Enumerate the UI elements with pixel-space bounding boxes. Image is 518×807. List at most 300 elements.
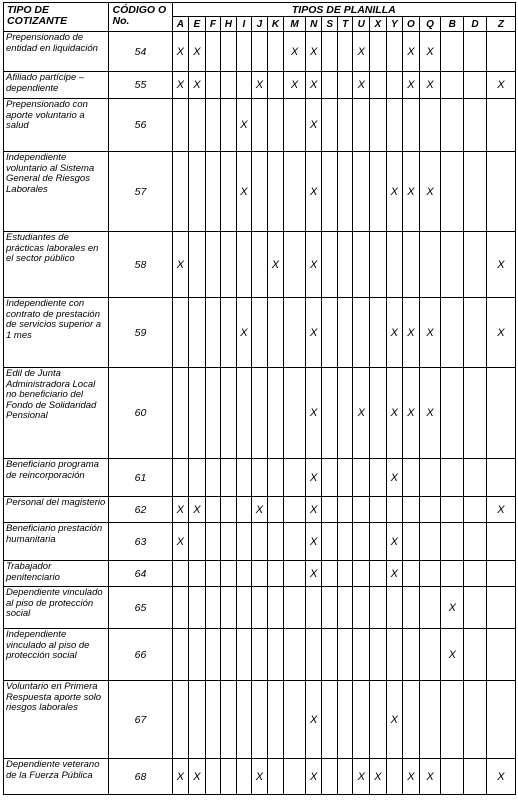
planilla-cell-u xyxy=(353,629,370,681)
cotizante-code: 66 xyxy=(109,629,172,681)
table-row xyxy=(4,523,516,561)
planilla-cell-m: X xyxy=(284,72,306,99)
planilla-cell-m xyxy=(284,459,306,497)
planilla-cell-n: X xyxy=(305,152,322,232)
planilla-cell-i xyxy=(236,32,252,72)
planilla-cell-k xyxy=(267,459,284,497)
column-header-j: J xyxy=(252,17,268,32)
planilla-cell-a xyxy=(172,587,189,629)
planilla-cell-h xyxy=(221,681,237,759)
planilla-cell-x xyxy=(370,497,387,523)
planilla-cell-d xyxy=(464,681,487,759)
column-header-s: S xyxy=(322,17,338,32)
table-row xyxy=(4,298,516,368)
planilla-cell-s xyxy=(322,72,338,99)
planilla-cell-j xyxy=(252,681,268,759)
planilla-cell-u: X xyxy=(353,759,370,795)
planilla-cell-i xyxy=(236,629,252,681)
planilla-cell-t xyxy=(337,681,353,759)
planilla-cell-j xyxy=(252,587,268,629)
planilla-cell-u: X xyxy=(353,72,370,99)
planilla-cell-x xyxy=(370,232,387,298)
planilla-cell-b xyxy=(441,368,464,459)
planilla-cell-d xyxy=(464,561,487,587)
planilla-cell-b xyxy=(441,72,464,99)
planilla-cell-a xyxy=(172,99,189,152)
planilla-cell-q xyxy=(419,497,441,523)
planilla-cell-e: X xyxy=(189,72,206,99)
planilla-cell-y: X xyxy=(386,152,403,232)
planilla-cell-z xyxy=(486,368,515,459)
planilla-cell-i xyxy=(236,459,252,497)
planilla-cell-k xyxy=(267,152,284,232)
planilla-cell-j xyxy=(252,232,268,298)
planilla-cell-e: X xyxy=(189,759,206,795)
planilla-cell-z xyxy=(486,459,515,497)
planilla-cell-z: X xyxy=(486,298,515,368)
planilla-cell-s xyxy=(322,561,338,587)
table-row xyxy=(4,681,516,759)
planilla-cell-s xyxy=(322,32,338,72)
planilla-cell-u xyxy=(353,561,370,587)
planilla-cell-y xyxy=(386,99,403,152)
planilla-cell-s xyxy=(322,497,338,523)
cotizante-code: 54 xyxy=(109,32,172,72)
planilla-cell-m xyxy=(284,629,306,681)
planilla-cell-k xyxy=(267,759,284,795)
column-header-d: D xyxy=(464,17,487,32)
planilla-cell-d xyxy=(464,99,487,152)
planilla-cell-u xyxy=(353,523,370,561)
cotizante-code: 67 xyxy=(109,681,172,759)
planilla-cell-z xyxy=(486,99,515,152)
cotizante-type: Prepensionado con aporte voluntario a salud xyxy=(4,99,109,152)
planilla-cell-u xyxy=(353,587,370,629)
table-row xyxy=(4,232,516,298)
planilla-cell-k xyxy=(267,298,284,368)
planilla-cell-n: X xyxy=(305,298,322,368)
planilla-cell-d xyxy=(464,298,487,368)
planilla-cell-f xyxy=(205,629,221,681)
planilla-cell-j: X xyxy=(252,72,268,99)
planilla-cell-e xyxy=(189,459,206,497)
planilla-cell-o xyxy=(403,497,420,523)
planilla-cell-k xyxy=(267,681,284,759)
planilla-cell-m xyxy=(284,681,306,759)
planilla-cell-o xyxy=(403,99,420,152)
planilla-cell-f xyxy=(205,459,221,497)
planilla-cell-u: X xyxy=(353,368,370,459)
planilla-cell-q xyxy=(419,459,441,497)
planilla-cell-y xyxy=(386,232,403,298)
cotizante-type: Dependiente veterano de la Fuerza Pública xyxy=(4,759,109,795)
planilla-cell-h xyxy=(221,523,237,561)
planilla-cell-n: X xyxy=(305,681,322,759)
table-row xyxy=(4,497,516,523)
planilla-cell-s xyxy=(322,368,338,459)
planilla-cell-q: X xyxy=(419,72,441,99)
cotizante-code: 57 xyxy=(109,152,172,232)
planilla-cell-f xyxy=(205,32,221,72)
planilla-cell-i: X xyxy=(236,99,252,152)
planilla-cell-u xyxy=(353,99,370,152)
planilla-cell-y xyxy=(386,759,403,795)
planilla-cell-o xyxy=(403,629,420,681)
planilla-cell-n xyxy=(305,629,322,681)
planilla-cell-h xyxy=(221,32,237,72)
column-header-z: Z xyxy=(486,17,515,32)
planilla-cell-b xyxy=(441,681,464,759)
planilla-cell-i xyxy=(236,497,252,523)
planilla-cell-m xyxy=(284,232,306,298)
planilla-cell-t xyxy=(337,587,353,629)
cotizante-type: Beneficiario prestación humanitaria xyxy=(4,523,109,561)
planilla-cell-f xyxy=(205,561,221,587)
table-row xyxy=(4,459,516,497)
planilla-cell-h xyxy=(221,152,237,232)
planilla-cell-u xyxy=(353,497,370,523)
planilla-cell-j xyxy=(252,152,268,232)
planilla-cell-i xyxy=(236,561,252,587)
cotizante-code: 59 xyxy=(109,298,172,368)
planilla-cell-t xyxy=(337,72,353,99)
planilla-cell-n: X xyxy=(305,32,322,72)
planilla-cell-t xyxy=(337,298,353,368)
planilla-cell-y xyxy=(386,587,403,629)
planilla-cell-z: X xyxy=(486,497,515,523)
planilla-cell-k xyxy=(267,32,284,72)
planilla-cell-h xyxy=(221,497,237,523)
planilla-cell-s xyxy=(322,152,338,232)
planilla-cell-j xyxy=(252,368,268,459)
planilla-cell-j xyxy=(252,298,268,368)
planilla-cell-a xyxy=(172,298,189,368)
table-row xyxy=(4,152,516,232)
planilla-cell-h xyxy=(221,587,237,629)
planilla-cell-t xyxy=(337,759,353,795)
planilla-cell-o xyxy=(403,523,420,561)
column-header-k: K xyxy=(267,17,284,32)
planilla-cell-j xyxy=(252,561,268,587)
planilla-cell-a xyxy=(172,629,189,681)
planilla-cell-o: X xyxy=(403,72,420,99)
planilla-cell-e xyxy=(189,587,206,629)
planilla-cell-u xyxy=(353,459,370,497)
planilla-cell-m xyxy=(284,99,306,152)
planilla-cell-a xyxy=(172,459,189,497)
planilla-cell-q: X xyxy=(419,368,441,459)
cotizante-type: Independiente con contrato de prestación de servicios superior a 1 mes xyxy=(4,298,109,368)
planilla-cell-i xyxy=(236,681,252,759)
cotizante-type: Edil de Junta Administradora Local no beneficiario del Fondo de Solidaridad Pensional xyxy=(4,368,109,459)
planilla-cell-b: X xyxy=(441,629,464,681)
table-row xyxy=(4,72,516,99)
planilla-cell-y: X xyxy=(386,561,403,587)
planilla-cell-e xyxy=(189,99,206,152)
planilla-cell-u xyxy=(353,298,370,368)
planilla-cell-f xyxy=(205,368,221,459)
cotizante-type: Beneficiario programa de reincorporación xyxy=(4,459,109,497)
column-header-i: I xyxy=(236,17,252,32)
planilla-cell-n: X xyxy=(305,459,322,497)
planilla-cell-f xyxy=(205,523,221,561)
planilla-cell-e xyxy=(189,232,206,298)
planilla-cell-n: X xyxy=(305,232,322,298)
planilla-cell-s xyxy=(322,99,338,152)
planilla-cell-y: X xyxy=(386,459,403,497)
planilla-cell-h xyxy=(221,72,237,99)
cotizante-code: 65 xyxy=(109,587,172,629)
planilla-cell-e xyxy=(189,152,206,232)
planilla-cell-x xyxy=(370,629,387,681)
planilla-table xyxy=(3,2,516,795)
header-tipos-de-planilla: TIPOS DE PLANILLA xyxy=(172,3,515,17)
planilla-cell-h xyxy=(221,99,237,152)
planilla-cell-d xyxy=(464,152,487,232)
header-codigo: CÓDIGO O No. xyxy=(109,3,172,32)
planilla-cell-x xyxy=(370,152,387,232)
planilla-cell-s xyxy=(322,232,338,298)
planilla-cell-y: X xyxy=(386,368,403,459)
planilla-cell-a: X xyxy=(172,32,189,72)
planilla-cell-m xyxy=(284,368,306,459)
planilla-cell-n: X xyxy=(305,99,322,152)
table-row xyxy=(4,99,516,152)
planilla-cell-u xyxy=(353,681,370,759)
cotizante-code: 64 xyxy=(109,561,172,587)
planilla-cell-k xyxy=(267,629,284,681)
cotizante-code: 60 xyxy=(109,368,172,459)
planilla-cell-h xyxy=(221,459,237,497)
planilla-cell-y xyxy=(386,497,403,523)
planilla-cell-a xyxy=(172,681,189,759)
planilla-cell-q xyxy=(419,629,441,681)
planilla-cell-d xyxy=(464,368,487,459)
planilla-cell-x: X xyxy=(370,759,387,795)
planilla-cell-s xyxy=(322,587,338,629)
planilla-cell-m xyxy=(284,561,306,587)
planilla-cell-k xyxy=(267,99,284,152)
planilla-cell-z xyxy=(486,587,515,629)
planilla-cell-d xyxy=(464,629,487,681)
cotizante-code: 62 xyxy=(109,497,172,523)
planilla-cell-o: X xyxy=(403,298,420,368)
planilla-cell-z: X xyxy=(486,232,515,298)
planilla-cell-q xyxy=(419,232,441,298)
planilla-cell-b xyxy=(441,99,464,152)
cotizante-code: 61 xyxy=(109,459,172,497)
planilla-cell-j xyxy=(252,99,268,152)
planilla-cell-t xyxy=(337,232,353,298)
planilla-cell-d xyxy=(464,232,487,298)
planilla-cell-x xyxy=(370,72,387,99)
planilla-cell-q: X xyxy=(419,152,441,232)
column-header-e: E xyxy=(189,17,206,32)
planilla-cell-z: X xyxy=(486,72,515,99)
column-header-a: A xyxy=(172,17,189,32)
planilla-cell-k xyxy=(267,497,284,523)
planilla-cell-j xyxy=(252,523,268,561)
planilla-cell-b xyxy=(441,523,464,561)
planilla-cell-n: X xyxy=(305,72,322,99)
planilla-cell-o xyxy=(403,681,420,759)
planilla-cell-f xyxy=(205,72,221,99)
planilla-cell-d xyxy=(464,587,487,629)
cotizante-code: 55 xyxy=(109,72,172,99)
planilla-cell-b xyxy=(441,298,464,368)
table-row xyxy=(4,587,516,629)
planilla-cell-b: X xyxy=(441,587,464,629)
planilla-cell-n: X xyxy=(305,368,322,459)
planilla-cell-e: X xyxy=(189,497,206,523)
column-header-t: T xyxy=(337,17,353,32)
table-row xyxy=(4,368,516,459)
planilla-cell-e xyxy=(189,368,206,459)
planilla-cell-x xyxy=(370,459,387,497)
planilla-cell-m xyxy=(284,759,306,795)
cotizante-code: 63 xyxy=(109,523,172,561)
planilla-cell-h xyxy=(221,298,237,368)
planilla-cell-s xyxy=(322,759,338,795)
planilla-cell-q xyxy=(419,99,441,152)
cotizante-type: Personal del magisterio xyxy=(4,497,109,523)
planilla-cell-h xyxy=(221,629,237,681)
planilla-cell-a xyxy=(172,152,189,232)
planilla-cell-o: X xyxy=(403,32,420,72)
planilla-cell-d xyxy=(464,497,487,523)
planilla-cell-t xyxy=(337,561,353,587)
planilla-cell-z xyxy=(486,681,515,759)
planilla-cell-h xyxy=(221,368,237,459)
planilla-cell-e xyxy=(189,523,206,561)
planilla-cell-x xyxy=(370,32,387,72)
planilla-cell-y: X xyxy=(386,523,403,561)
planilla-cell-s xyxy=(322,459,338,497)
planilla-cell-z xyxy=(486,629,515,681)
planilla-cell-y xyxy=(386,32,403,72)
planilla-cell-e xyxy=(189,681,206,759)
planilla-cell-y: X xyxy=(386,298,403,368)
header-tipo-cotizante: TIPO DE COTIZANTE xyxy=(4,3,109,32)
planilla-cell-o: X xyxy=(403,759,420,795)
planilla-cell-e xyxy=(189,298,206,368)
planilla-cell-b xyxy=(441,759,464,795)
table-row xyxy=(4,561,516,587)
planilla-cell-x xyxy=(370,523,387,561)
planilla-cell-e xyxy=(189,629,206,681)
planilla-cell-b xyxy=(441,459,464,497)
planilla-cell-x xyxy=(370,99,387,152)
planilla-cell-h xyxy=(221,561,237,587)
planilla-cell-u xyxy=(353,152,370,232)
planilla-cell-q xyxy=(419,561,441,587)
planilla-cell-q xyxy=(419,681,441,759)
planilla-cell-m xyxy=(284,497,306,523)
planilla-cell-s xyxy=(322,523,338,561)
table-row xyxy=(4,32,516,72)
planilla-cell-x xyxy=(370,587,387,629)
planilla-cell-x xyxy=(370,681,387,759)
planilla-cell-s xyxy=(322,681,338,759)
planilla-cell-i xyxy=(236,587,252,629)
planilla-cell-f xyxy=(205,298,221,368)
planilla-cell-k xyxy=(267,587,284,629)
planilla-cell-z xyxy=(486,523,515,561)
planilla-cell-a: X xyxy=(172,72,189,99)
planilla-table-sheet xyxy=(3,2,516,805)
planilla-cell-e: X xyxy=(189,32,206,72)
column-header-h: H xyxy=(221,17,237,32)
planilla-cell-m: X xyxy=(284,32,306,72)
planilla-cell-z: X xyxy=(486,759,515,795)
planilla-cell-f xyxy=(205,99,221,152)
planilla-cell-e xyxy=(189,561,206,587)
planilla-cell-d xyxy=(464,759,487,795)
planilla-cell-u: X xyxy=(353,32,370,72)
planilla-cell-n: X xyxy=(305,759,322,795)
column-header-b: B xyxy=(441,17,464,32)
cotizante-code: 68 xyxy=(109,759,172,795)
planilla-cell-x xyxy=(370,561,387,587)
planilla-cell-i xyxy=(236,759,252,795)
planilla-cell-z xyxy=(486,152,515,232)
planilla-cell-m xyxy=(284,152,306,232)
planilla-cell-n: X xyxy=(305,497,322,523)
planilla-cell-x xyxy=(370,298,387,368)
planilla-cell-t xyxy=(337,368,353,459)
planilla-cell-y: X xyxy=(386,681,403,759)
planilla-cell-t xyxy=(337,32,353,72)
column-header-q: Q xyxy=(419,17,441,32)
planilla-cell-u xyxy=(353,232,370,298)
planilla-cell-t xyxy=(337,523,353,561)
planilla-cell-i: X xyxy=(236,152,252,232)
planilla-cell-b xyxy=(441,561,464,587)
planilla-cell-o xyxy=(403,561,420,587)
column-header-n: N xyxy=(305,17,322,32)
planilla-cell-z xyxy=(486,32,515,72)
planilla-cell-z xyxy=(486,561,515,587)
planilla-cell-y xyxy=(386,72,403,99)
planilla-cell-m xyxy=(284,587,306,629)
planilla-cell-a xyxy=(172,368,189,459)
planilla-cell-f xyxy=(205,152,221,232)
planilla-cell-q: X xyxy=(419,759,441,795)
planilla-cell-k xyxy=(267,368,284,459)
planilla-cell-o: X xyxy=(403,152,420,232)
planilla-cell-m xyxy=(284,298,306,368)
cotizante-type: Estudiantes de prácticas laborales en el sector público xyxy=(4,232,109,298)
planilla-cell-n: X xyxy=(305,561,322,587)
column-header-m: M xyxy=(284,17,306,32)
column-header-u: U xyxy=(353,17,370,32)
planilla-cell-k xyxy=(267,561,284,587)
planilla-cell-x xyxy=(370,368,387,459)
planilla-cell-o xyxy=(403,587,420,629)
planilla-cell-b xyxy=(441,497,464,523)
planilla-cell-n xyxy=(305,587,322,629)
planilla-cell-t xyxy=(337,459,353,497)
planilla-cell-n: X xyxy=(305,523,322,561)
planilla-cell-j xyxy=(252,32,268,72)
planilla-cell-j xyxy=(252,629,268,681)
column-header-x: X xyxy=(370,17,387,32)
planilla-cell-j: X xyxy=(252,497,268,523)
planilla-cell-f xyxy=(205,759,221,795)
column-header-f: F xyxy=(205,17,221,32)
planilla-cell-f xyxy=(205,587,221,629)
planilla-cell-d xyxy=(464,459,487,497)
